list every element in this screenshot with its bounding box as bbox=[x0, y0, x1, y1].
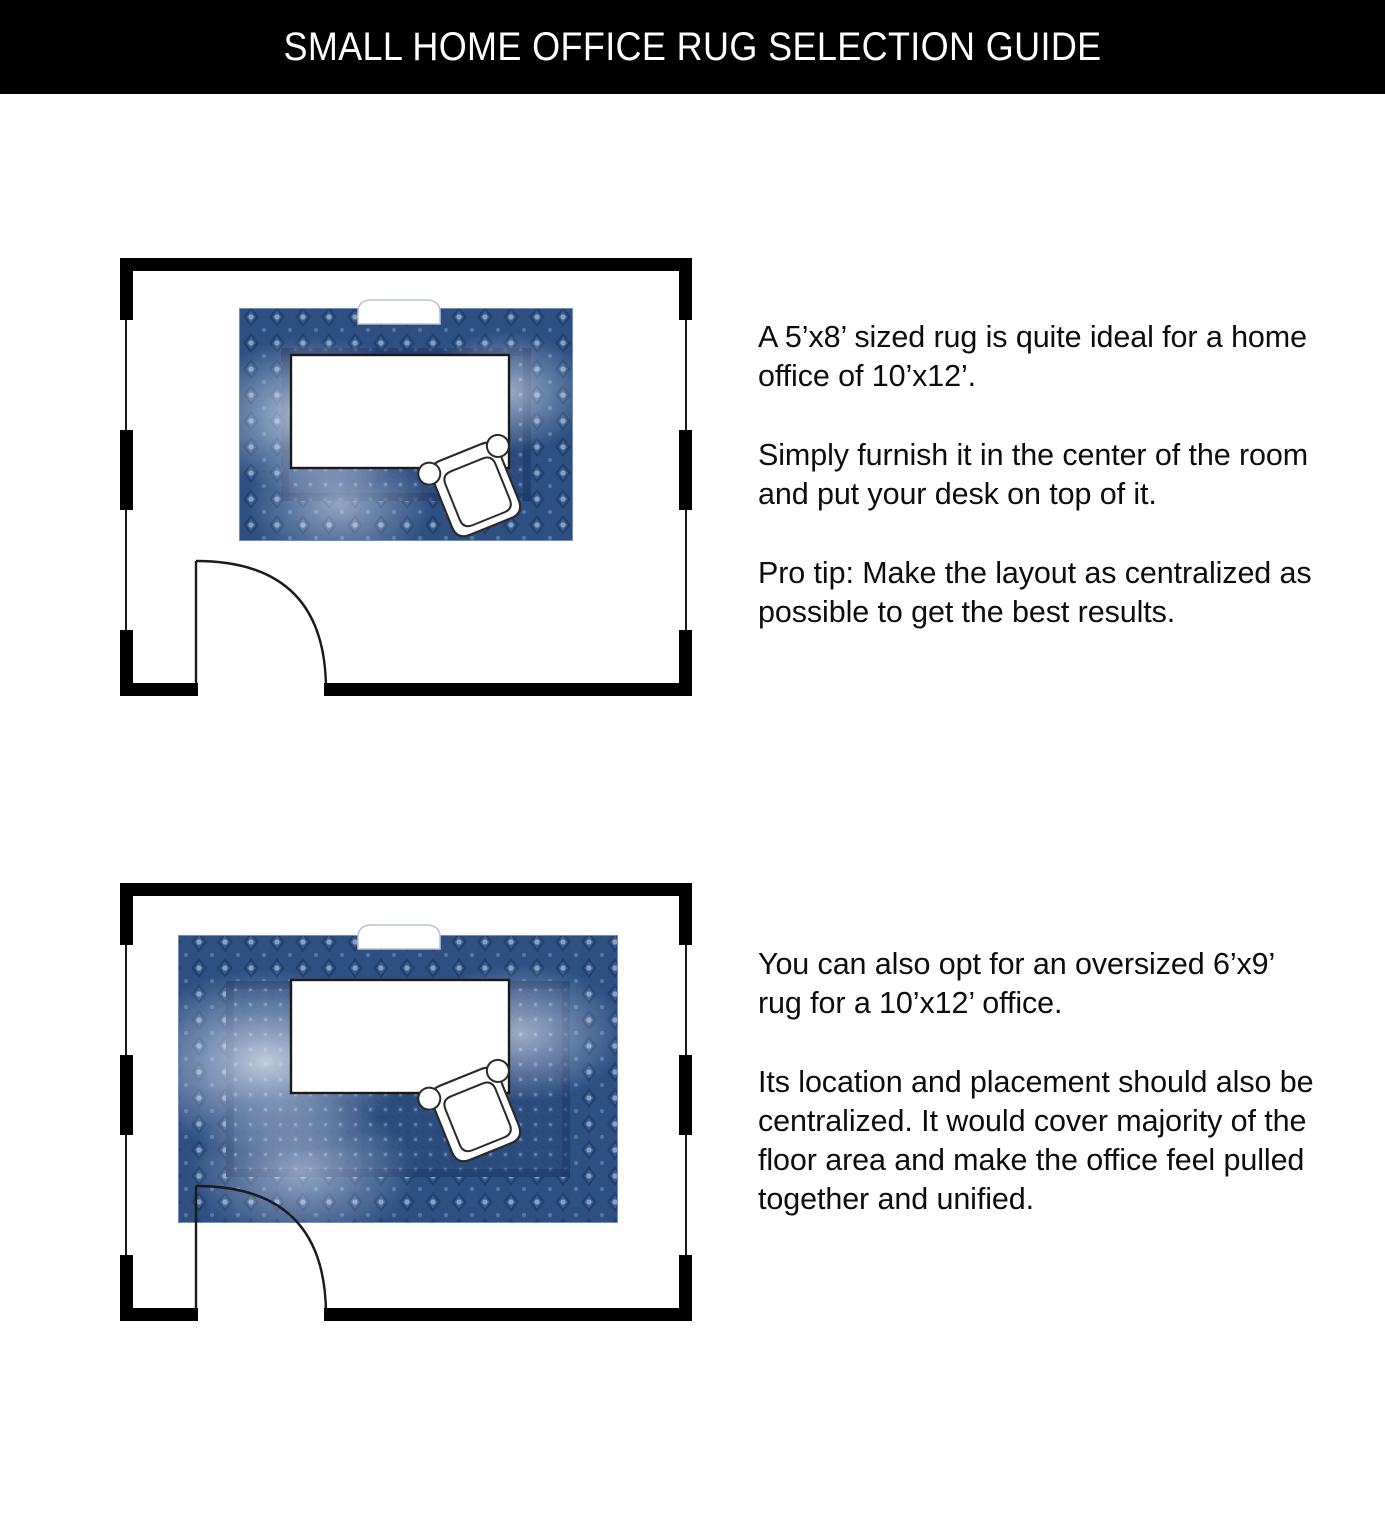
description-column-5x8 bbox=[758, 318, 1318, 632]
paragraph: You can also opt for an oversized 6’x9’ rug for a 10’x12’ office. bbox=[758, 947, 1275, 1020]
header-banner bbox=[0, 0, 1385, 94]
section-6x9-rug bbox=[0, 865, 1385, 1335]
section-5x8-rug bbox=[0, 240, 1385, 710]
paragraph: Simply furnish it in the center of the room and put your desk on top of it. bbox=[758, 438, 1309, 511]
paragraph: A 5’x8’ sized rug is quite ideal for a home office of 10’x12’. bbox=[758, 320, 1307, 393]
door-swing bbox=[196, 561, 326, 690]
paragraph: Its location and placement should also be centralized. It would cover majority of the floor area and make the office feel pulled together and unified. bbox=[758, 1065, 1314, 1216]
desk-accessory bbox=[358, 925, 440, 949]
description-column-6x9 bbox=[758, 945, 1318, 1219]
page-title: SMALL HOME OFFICE RUG SELECTION GUIDE bbox=[283, 24, 1102, 69]
paragraph: Pro tip: Make the layout as centralized as possible to get the best results. bbox=[758, 556, 1312, 629]
desk-accessory bbox=[358, 300, 440, 324]
floor-plan-5x8-rug bbox=[108, 252, 704, 702]
floor-plan-6x9-rug bbox=[108, 877, 704, 1327]
